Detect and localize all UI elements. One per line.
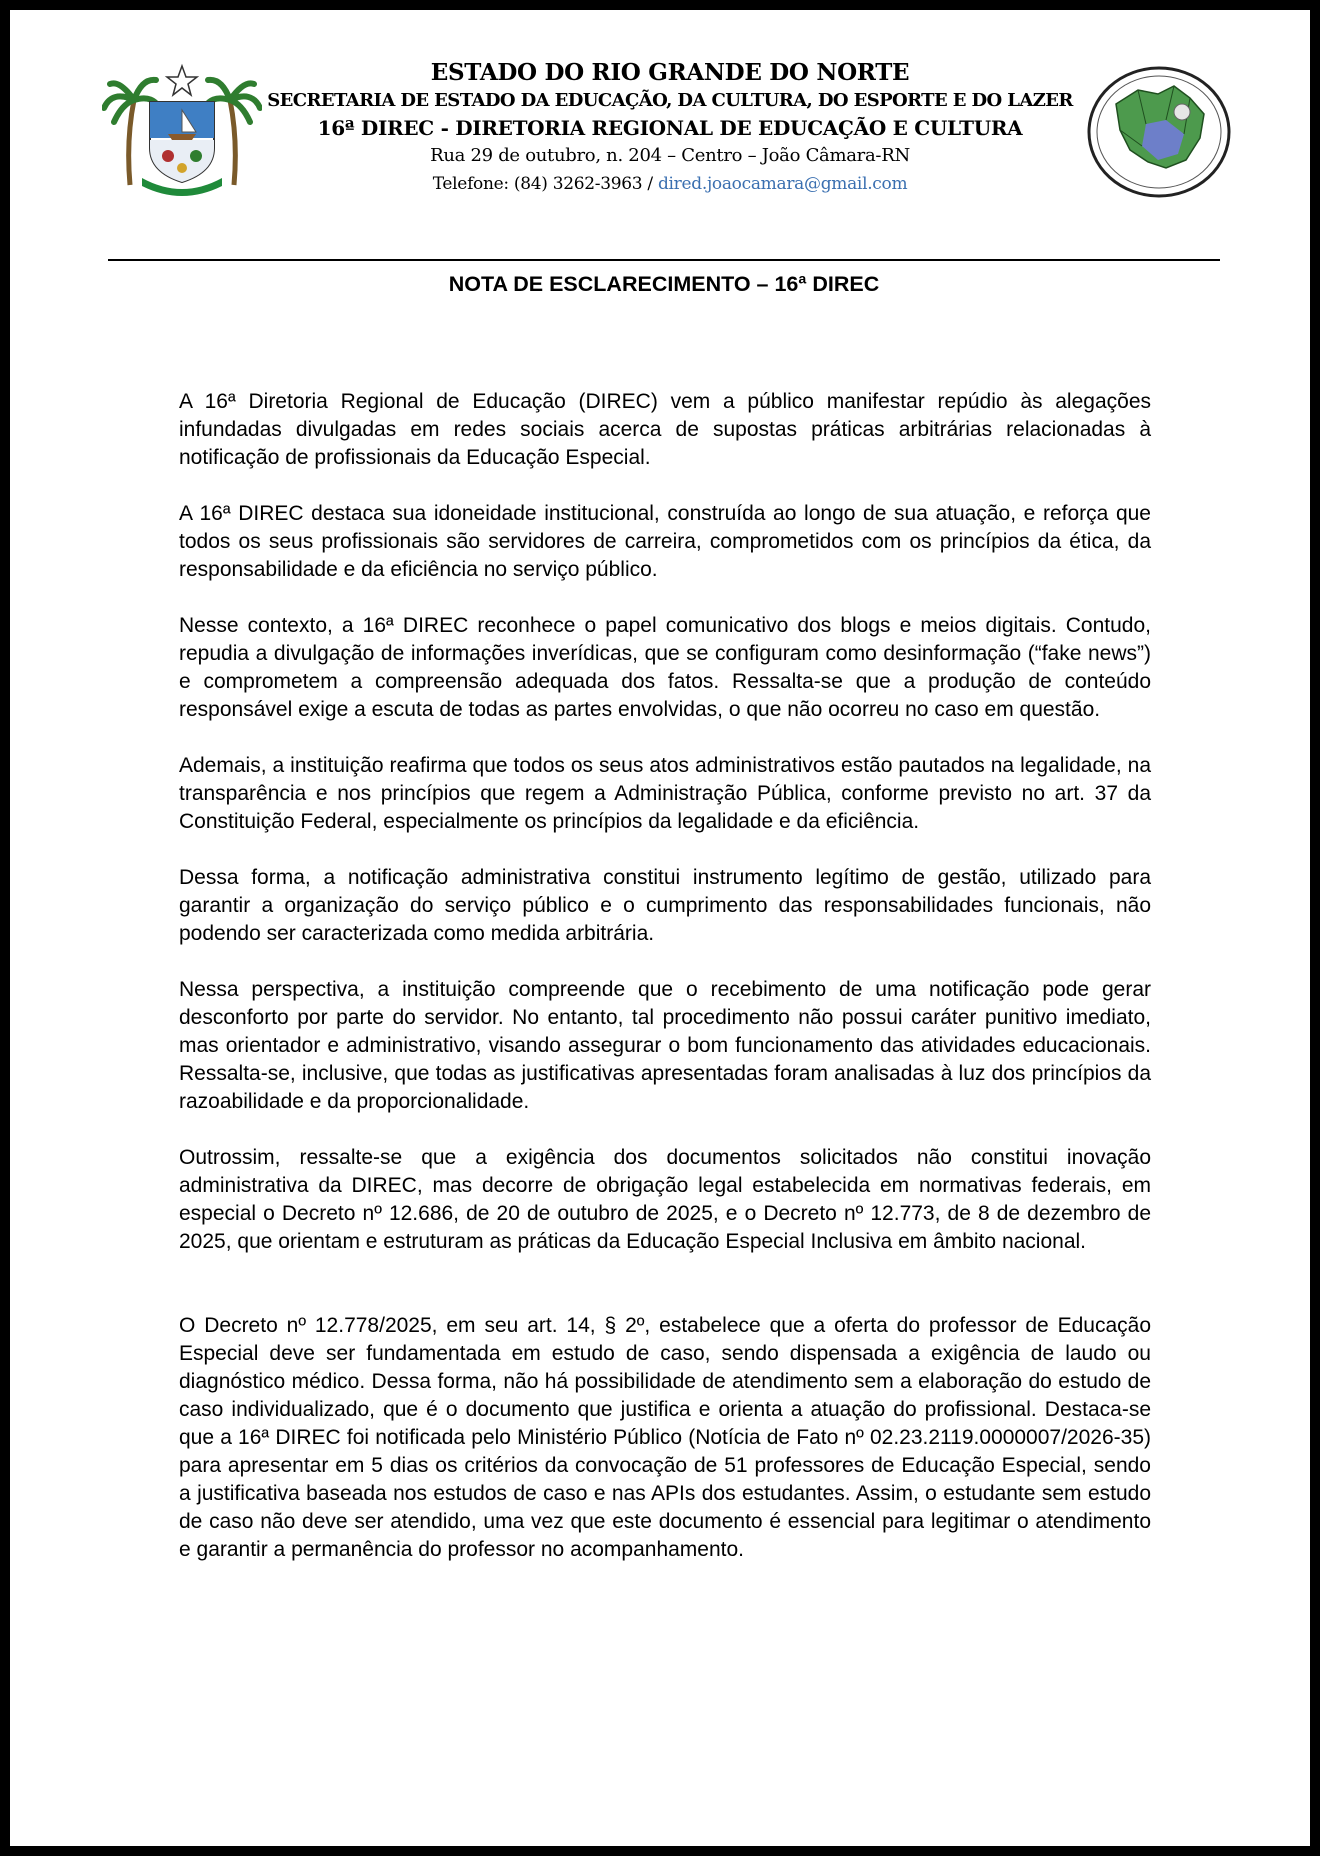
paragraph: Ademais, a instituição reafirma que todos os seus atos administrativos estão pautados na legalidade, na transparência e nos princípios que regem a Administração Pública, conforme previsto no art. 37 da Constituição Federal, especialmente os princípios da legalidade e da eficiência. xyxy=(179,754,1151,833)
secretariat-name: SECRETARIA DE ESTADO DA EDUCAÇÃO, DA CULTURA, DO ESPORTE E DO LAZER xyxy=(267,90,1073,111)
document-page xyxy=(10,10,1310,1846)
address: Rua 29 de outubro, n. 204 – Centro – João Câmara-RN xyxy=(430,145,910,166)
paragraph: Nesse contexto, a 16ª DIREC reconhece o papel comunicativo dos blogs e meios digitais. Contudo, repudia a divulgação de informações inverídicas, que se configuram como desinformação (“fake news”) e comprometem a compreensão adequada dos fatos. Ressalta-se que a produção de conteúdo responsável exige a escuta de todas as partes envolvidas, o que não ocorreu no caso em questão. xyxy=(179,614,1151,721)
paragraph: Dessa forma, a notificação administrativa constitui instrumento legítimo de gestão, utilizado para garantir a organização do serviço público e o cumprimento das responsabilidades funcionais, não podendo ser caracterizada como medida arbitrária. xyxy=(179,866,1151,945)
direc-name: 16ª DIREC - DIRETORIA REGIONAL DE EDUCAÇÃO E CULTURA xyxy=(317,116,1023,140)
paragraph: A 16ª DIREC destaca sua idoneidade institucional, construída ao longo de sua atuação, e reforça que todos os seus profissionais são servidores de carreira, comprometidos com os princípios da ética, da responsabilidade e da eficiência no serviço público. xyxy=(179,502,1151,581)
paragraph: Nessa perspectiva, a instituição compreende que o recebimento de uma notificação pode gerar desconforto por parte do servidor. No entanto, tal procedimento não possui caráter punitivo imediato, mas orientador e administrativo, visando assegurar o bom funcionamento das atividades educacionais. Ressalta-se, inclusive, que todas as justificativas apresentadas foram analisadas à luz dos princípios da razoabilidade e da proporcionalidade. xyxy=(179,978,1151,1113)
paragraph: Outrossim, ressalte-se que a exigência dos documentos solicitados não constitui inovação administrativa da DIREC, mas decorre de obrigação legal estabelecida em normativas federais, em especial o Decreto nº 12.686, de 20 de outubro de 2025, e o Decreto nº 12.773, de 8 de dezembro de 2025, que orientam e estruturam as práticas da Educação Especial Inclusiva em âmbito nacional. xyxy=(179,1146,1151,1253)
document-body xyxy=(179,388,1151,1592)
header-divider xyxy=(108,259,1220,261)
contact-line xyxy=(250,170,1090,198)
phone: Telefone: (84) 3262-3963 / xyxy=(432,174,658,194)
state-name: ESTADO DO RIO GRANDE DO NORTE xyxy=(430,59,910,86)
email-link[interactable]: dired.joaocamara@gmail.com xyxy=(657,174,908,194)
paragraph: A 16ª Diretoria Regional de Educação (DIREC) vem a público manifestar repúdio às alegações infundadas divulgadas em redes sociais acerca de supostas práticas arbitrárias relacionadas à notificação de profissionais da Educação Especial. xyxy=(179,390,1151,469)
document-title: NOTA DE ESCLARECIMENTO – 16ª DIREC xyxy=(448,272,880,296)
coat-of-arms-icon xyxy=(102,60,262,200)
paragraph: O Decreto nº 12.778/2025, em seu art. 14, § 2º, estabelece que a oferta do professor de Educação Especial deve ser fundamentada em estudo de caso, sendo dispensada a exigência de laudo ou diagnóstico médico. Dessa forma, não há possibilidade de atendimento sem a elaboração do estudo de caso individualizado, que é o documento que justifica e orienta a atuação do profissional. Destaca-se que a 16ª DIREC foi notificada pelo Ministério Público (Notícia de Fato nº 02.23.2119.0000007/2026-35) para apresentar em 5 dias os critérios da convocação de 51 professores de Educação Especial, sendo a justificativa baseada nos estudos de caso e nas APIs dos estudantes. Assim, o estudante sem estudo de caso não deve ser atendido, uma vez que este documento é essencial para legitimar o atendimento e garantir a permanência do professor no acompanhamento. xyxy=(179,1314,1151,1561)
regional-map-seal-icon xyxy=(1086,64,1232,200)
letterhead xyxy=(250,58,1090,198)
